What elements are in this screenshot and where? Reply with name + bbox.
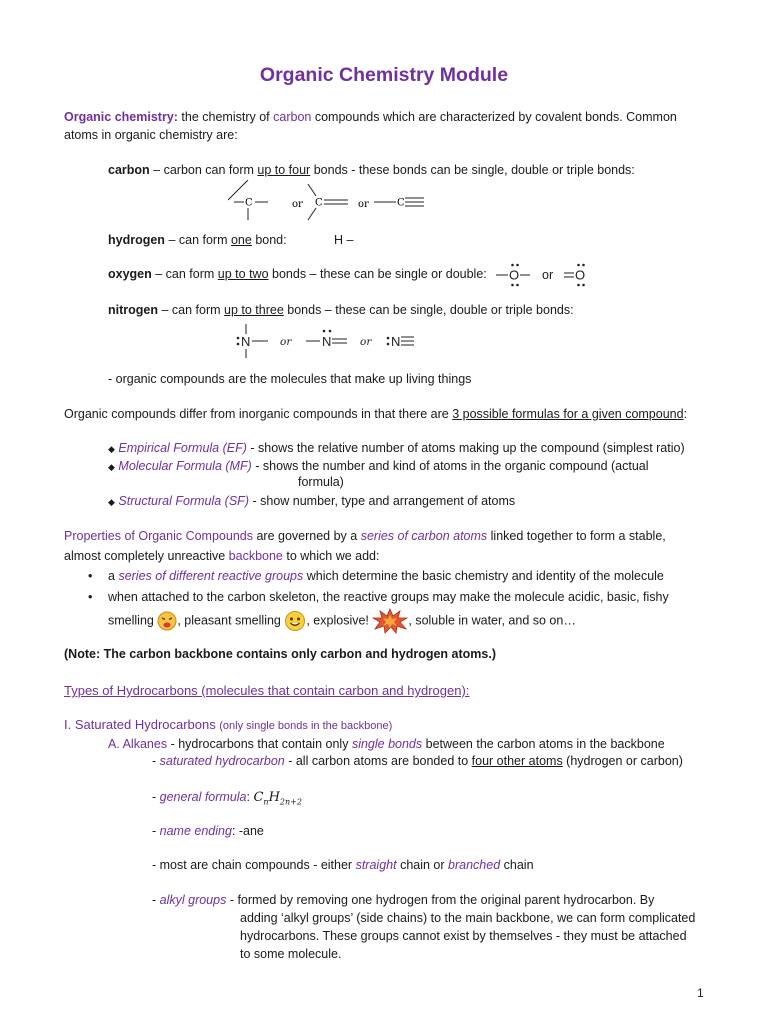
types-of-hydrocarbons-heading: Types of Hydrocarbons (molecules that contain carbon and hydrogen): bbox=[64, 683, 470, 698]
properties-bullet-1-text: a series of different reactive groups which determine the basic chemistry and identity of the molecule bbox=[108, 569, 664, 583]
nitrogen-single-symbol: N bbox=[241, 334, 251, 349]
oxygen-bonds-diagram bbox=[494, 260, 594, 290]
round-bullet-icon: • bbox=[88, 569, 93, 583]
properties-bullet-1 bbox=[88, 568, 92, 584]
formula-item-empirical: ◆ Empirical Formula (EF) - shows the relative number of atoms making up the compound (simplest ratio) bbox=[108, 441, 685, 455]
carbon-bonds-diagram bbox=[228, 180, 438, 224]
hydrogen-symbol: H – bbox=[334, 233, 354, 247]
nitrogen-triple-symbol: N bbox=[391, 334, 401, 349]
properties-bullet-2 bbox=[88, 589, 92, 605]
alkanes-line: A. Alkanes - hydrocarbons that contain only single bonds between the carbon atoms in the backbone bbox=[108, 737, 665, 751]
saturated-heading: I. Saturated Hydrocarbons (only single bonds in the backbone) bbox=[64, 717, 393, 732]
disgusted-face-icon bbox=[157, 611, 177, 631]
alkyl-groups-line-2: adding ‘alkyl groups’ (side chains) to the main backbone, we can form complicated bbox=[240, 911, 696, 925]
carbon-line: carbon – carbon can form up to four bonds - these bonds can be single, double or triple bonds: bbox=[108, 163, 635, 177]
formula-item-structural: ◆ Structural Formula (SF) - show number, type and arrangement of atoms bbox=[108, 494, 516, 508]
formulas-intro: Organic compounds differ from inorganic compounds in that there are 3 possible formulas for a given compound: bbox=[64, 407, 688, 421]
explosion-icon bbox=[372, 608, 408, 634]
properties-line-1: Properties of Organic Compounds are governed by a series of carbon atoms linked together to form a stable, bbox=[64, 529, 666, 543]
nitrogen-line: nitrogen – can form up to three bonds – these can be single, double or triple bonds: bbox=[108, 303, 574, 317]
chain-compounds-line: - most are chain compounds - either straight chain or branched chain bbox=[152, 858, 534, 872]
nitrogen-bonds-diagram bbox=[232, 320, 422, 362]
oxygen-single-symbol: O bbox=[509, 267, 520, 283]
carbon-double-symbol: C bbox=[315, 197, 323, 209]
oxygen-line: oxygen – can form up to two bonds – these can be single or double: bbox=[108, 267, 487, 281]
page-number: 1 bbox=[697, 986, 704, 1000]
carbon-triple-symbol: C bbox=[397, 197, 405, 209]
page-title: Organic Chemistry Module bbox=[259, 64, 509, 86]
alkyl-groups-line-1: - alkyl groups - formed by removing one hydrogen from the original parent hydrocarbon. By bbox=[152, 893, 655, 907]
nitrogen-double-symbol: N bbox=[322, 334, 332, 349]
formula-item-molecular-cont: formula) bbox=[298, 475, 344, 489]
saturated-hydrocarbon-line: - saturated hydrocarbon - all carbon atoms are bonded to four other atoms (hydrogen or carbon) bbox=[152, 754, 683, 768]
round-bullet-icon: • bbox=[88, 590, 93, 604]
properties-bullet-2-line-1: when attached to the carbon skeleton, the reactive groups may make the molecule acidic, basic, fishy bbox=[108, 590, 669, 604]
properties-line-2: almost completely unreactive backbone to which we add: bbox=[64, 549, 380, 563]
formula-item-molecular: ◆ Molecular Formula (MF) - shows the number and kind of atoms in the organic compound (actual bbox=[108, 459, 649, 473]
diamond-bullet-icon: ◆ bbox=[108, 444, 115, 454]
carbon-single-symbol: C bbox=[245, 197, 253, 209]
note-line: (Note: The carbon backbone contains only carbon and hydrogen atoms.) bbox=[64, 647, 496, 661]
carbon-term: carbon bbox=[273, 110, 312, 124]
alkyl-groups-line-3: hydrocarbons. These groups cannot exist by themselves - they must be attached bbox=[240, 929, 687, 943]
general-formula-line: - general formula: $C_nH_{2n+2}$ bbox=[152, 790, 302, 807]
intro-line-2: atoms in organic chemistry are: bbox=[64, 128, 238, 142]
oxygen-double-symbol: O bbox=[575, 267, 586, 283]
smiling-face-icon bbox=[284, 610, 306, 632]
intro-line-1: Organic chemistry: the chemistry of carbon compounds which are characterized by covalent bonds. Common bbox=[64, 110, 677, 124]
properties-term: Properties of Organic Compounds bbox=[64, 529, 253, 543]
living-things-note: - organic compounds are the molecules that make up living things bbox=[108, 372, 472, 386]
or-2: or bbox=[358, 199, 369, 210]
hydrogen-line: hydrogen – can form one bond: bbox=[108, 233, 287, 247]
organic-chemistry-term: Organic chemistry: bbox=[64, 110, 178, 124]
nitrogen-or-2: or bbox=[360, 336, 372, 348]
oxygen-or: or bbox=[542, 268, 554, 282]
properties-bullet-2-line-2: smelling , pleasant smelling , explosive! , soluble in water, and so on… bbox=[108, 608, 576, 634]
diamond-bullet-icon: ◆ bbox=[108, 462, 115, 472]
name-ending-line: - name ending: -ane bbox=[152, 824, 264, 838]
or-1: or bbox=[292, 199, 303, 210]
nitrogen-or-1: or bbox=[280, 336, 292, 348]
diamond-bullet-icon: ◆ bbox=[108, 497, 115, 507]
alkyl-groups-line-4: to some molecule. bbox=[240, 947, 342, 961]
